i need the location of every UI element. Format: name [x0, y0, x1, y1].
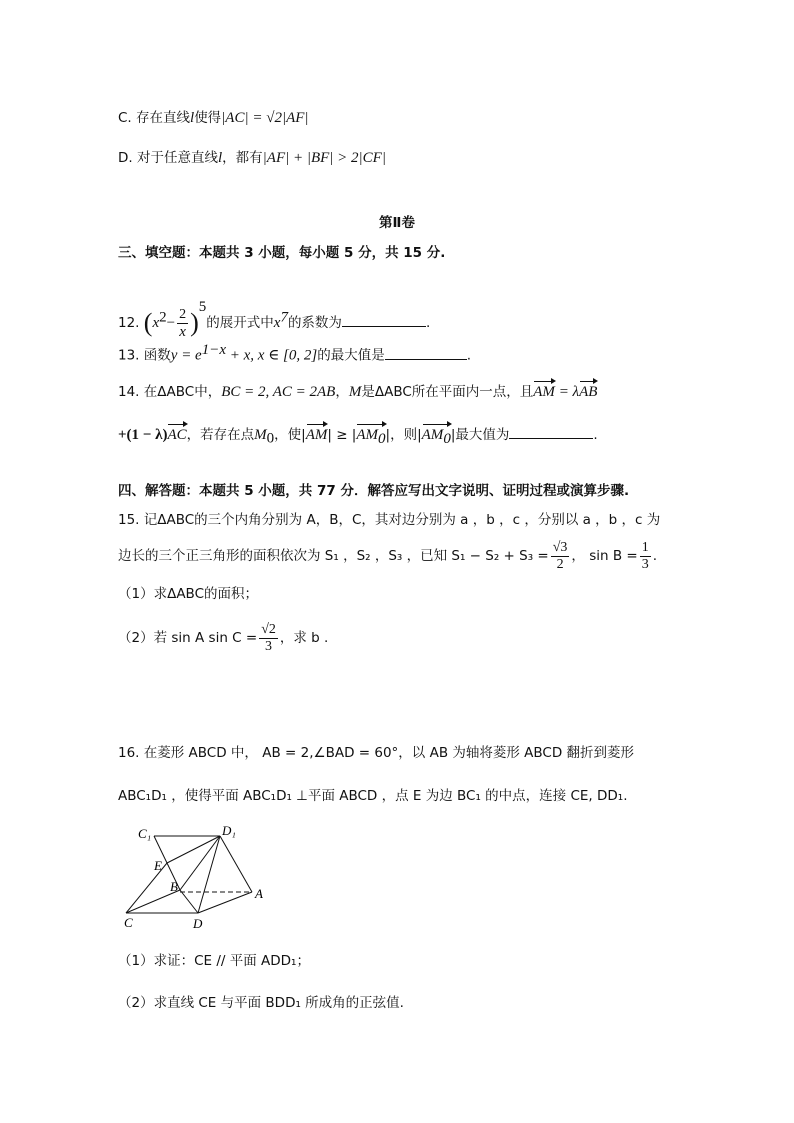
option-d-label: D. 对于任意直线 — [118, 150, 218, 166]
q14-answer-blank[interactable] — [509, 424, 593, 439]
q15-frac1-num: √3 — [552, 539, 568, 555]
q13-end: . — [466, 347, 472, 364]
q14-text1: 在ΔABC中， — [143, 384, 222, 400]
option-d-expr: |AF| + |BF| > 2|CF| — [262, 150, 386, 166]
q14-coef: +(1 − λ) — [118, 427, 168, 443]
q14-am0-sub-2: 0 — [443, 431, 451, 447]
section-title: 第Ⅱ卷 — [379, 215, 415, 231]
option-d — [118, 148, 386, 168]
question-15-line2 — [118, 538, 657, 574]
edge-d-a — [198, 892, 252, 913]
q15-sub2-end: ，求 b . — [279, 630, 329, 646]
option-c-expr: |AC| = √2|AF| — [221, 110, 309, 126]
rhombus-fold-figure — [118, 820, 278, 940]
q14-vec-ab: AB — [579, 384, 598, 400]
q13-expr: y = e — [170, 347, 202, 364]
edge-b-d — [180, 890, 198, 913]
q12-end: . — [425, 315, 431, 331]
q14-m0-sub: 0 — [266, 430, 275, 447]
q12-frac-num: 2 — [179, 306, 187, 322]
q14-comma: ， — [335, 384, 349, 400]
q12-paren-open: ( — [143, 308, 153, 337]
q14-vec-ac: AC — [167, 427, 187, 443]
q12-text2: 的系数为 — [287, 315, 342, 331]
label-a: A — [255, 886, 263, 901]
q15-sub2 — [118, 620, 328, 656]
q12-exponent: 5 — [198, 299, 207, 315]
q15-fraction-1 — [551, 540, 570, 573]
q13-exp: 1−x — [201, 342, 226, 358]
question-15-line1: 15. 记ΔABC的三个内角分别为 A，B，C，其对边分别为 a ，b ，c ，分别以 a ，b ，c 为 — [118, 512, 661, 528]
q14-vec-am0-2 — [422, 425, 451, 449]
q16-sub2: （2）求直线 CE 与平面 BDD₁ 所成角的正弦值. — [118, 995, 404, 1011]
q14-text6: |，则| — [385, 427, 422, 443]
q14-lambda: = λ — [554, 384, 580, 400]
label-c: C — [124, 915, 133, 930]
q15-frac3-num: √2 — [261, 621, 276, 637]
label-c1: C₁ — [138, 826, 152, 841]
label-d1: D₁ — [222, 823, 236, 838]
label-e: E — [154, 858, 162, 873]
q14-vec-am-2: AM — [305, 427, 328, 443]
q15-sub2-text: （2）若 sin A sin C = — [118, 630, 258, 646]
question-16-line1: 16. 在菱形 ABCD 中， AB = 2,∠BAD = 60°，以 AB 为轴将菱形 ABCD 翻折到菱形 — [118, 745, 635, 761]
q15-frac1-den: 2 — [556, 556, 564, 572]
q15-frac2-num: 1 — [641, 539, 649, 555]
q14-text3: 是ΔABC所在平面内一点，且 — [361, 384, 534, 400]
q12-paren-close: ) — [190, 308, 199, 337]
option-c-label: C. 存在直线 — [118, 110, 191, 126]
q14-geq: | ≥ | — [327, 427, 357, 443]
q15-text-b: ， sin B = — [571, 548, 638, 564]
edge-d1-a — [220, 836, 252, 892]
q15-fraction-3 — [259, 622, 278, 655]
q15-fraction-2 — [640, 540, 651, 573]
q14-text5: ，使| — [274, 427, 306, 443]
part3-heading: 三、填空题：本题共 3 小题，每小题 5 分，共 15 分. — [118, 245, 446, 261]
q12-number: 12. — [118, 315, 140, 331]
label-d: D — [193, 916, 203, 931]
q15-frac3-den: 3 — [265, 638, 273, 654]
q14-am0-sub: 0 — [378, 431, 386, 447]
q14-end: . — [593, 427, 598, 443]
question-14-line2 — [118, 424, 598, 449]
q13-number: 13. — [118, 347, 140, 364]
q15-text-a: 边长的三个正三角形的面积依次为 S₁ ，S₂ ，S₃ ，已知 S₁ − S₂ + S₃ = — [118, 548, 549, 564]
q12-term: x — [273, 315, 281, 331]
option-c-var: l — [190, 110, 195, 126]
q14-vec-am0 — [356, 425, 385, 449]
edge-d1-d — [198, 836, 220, 913]
option-d-text: ，都有 — [222, 150, 263, 166]
q15-end: . — [652, 548, 658, 564]
q13-answer-blank[interactable] — [385, 345, 467, 360]
q13-text2: 的最大值是 — [317, 347, 385, 364]
q14-expr1: BC = 2, AC = 2AB — [221, 384, 336, 400]
question-14-line1 — [118, 382, 597, 402]
q14-text4: ，若存在点 — [186, 427, 255, 443]
q15-frac2-den: 3 — [641, 556, 649, 572]
q12-answer-blank[interactable] — [342, 312, 426, 327]
q12-base: x — [152, 315, 160, 331]
q14-vec-am: AM — [533, 384, 555, 400]
q13-expr2: + x, x ∈ [0, 2] — [226, 347, 318, 364]
edge-d1-b — [180, 836, 220, 890]
q14-text7: |最大值为 — [450, 427, 510, 443]
q14-point-m0: M — [254, 427, 267, 443]
q14-am0-text: AM — [356, 427, 379, 443]
q12-fraction — [177, 307, 188, 340]
q14-point-m: M — [348, 384, 362, 400]
label-b: B — [170, 879, 178, 894]
q15-sub1: （1）求ΔABC的面积； — [118, 586, 259, 602]
q12-minus: − — [166, 315, 176, 331]
option-c — [118, 108, 309, 128]
question-16-line2: ABC₁D₁ ，使得平面 ABC₁D₁ ⊥平面 ABCD ，点 E 为边 BC₁ 的中点，连接 CE, DD₁. — [118, 788, 628, 804]
q12-frac-den: x — [179, 323, 186, 340]
q16-sub1: （1）求证：CE // 平面 ADD₁； — [118, 953, 310, 969]
edge-e-d1 — [167, 836, 220, 863]
q14-am0-text-2: AM — [421, 427, 444, 443]
q12-text: 的展开式中 — [206, 315, 274, 331]
question-12: 12. ($x^2-$ $\frac{2}{x}$ )$^5$的展开式中$x^7$的系数为 . — [118, 299, 431, 340]
q13-text: 函数 — [143, 347, 171, 364]
option-d-var: l — [217, 150, 223, 166]
question-13 — [118, 340, 471, 366]
q14-number: 14. — [118, 384, 140, 400]
q12-term-exp: 7 — [280, 309, 288, 326]
option-c-text: 使得 — [194, 110, 222, 126]
part4-heading: 四、解答题：本题共 5 小题，共 77 分．解答应写出文字说明、证明过程或演算步骤. — [118, 483, 630, 499]
